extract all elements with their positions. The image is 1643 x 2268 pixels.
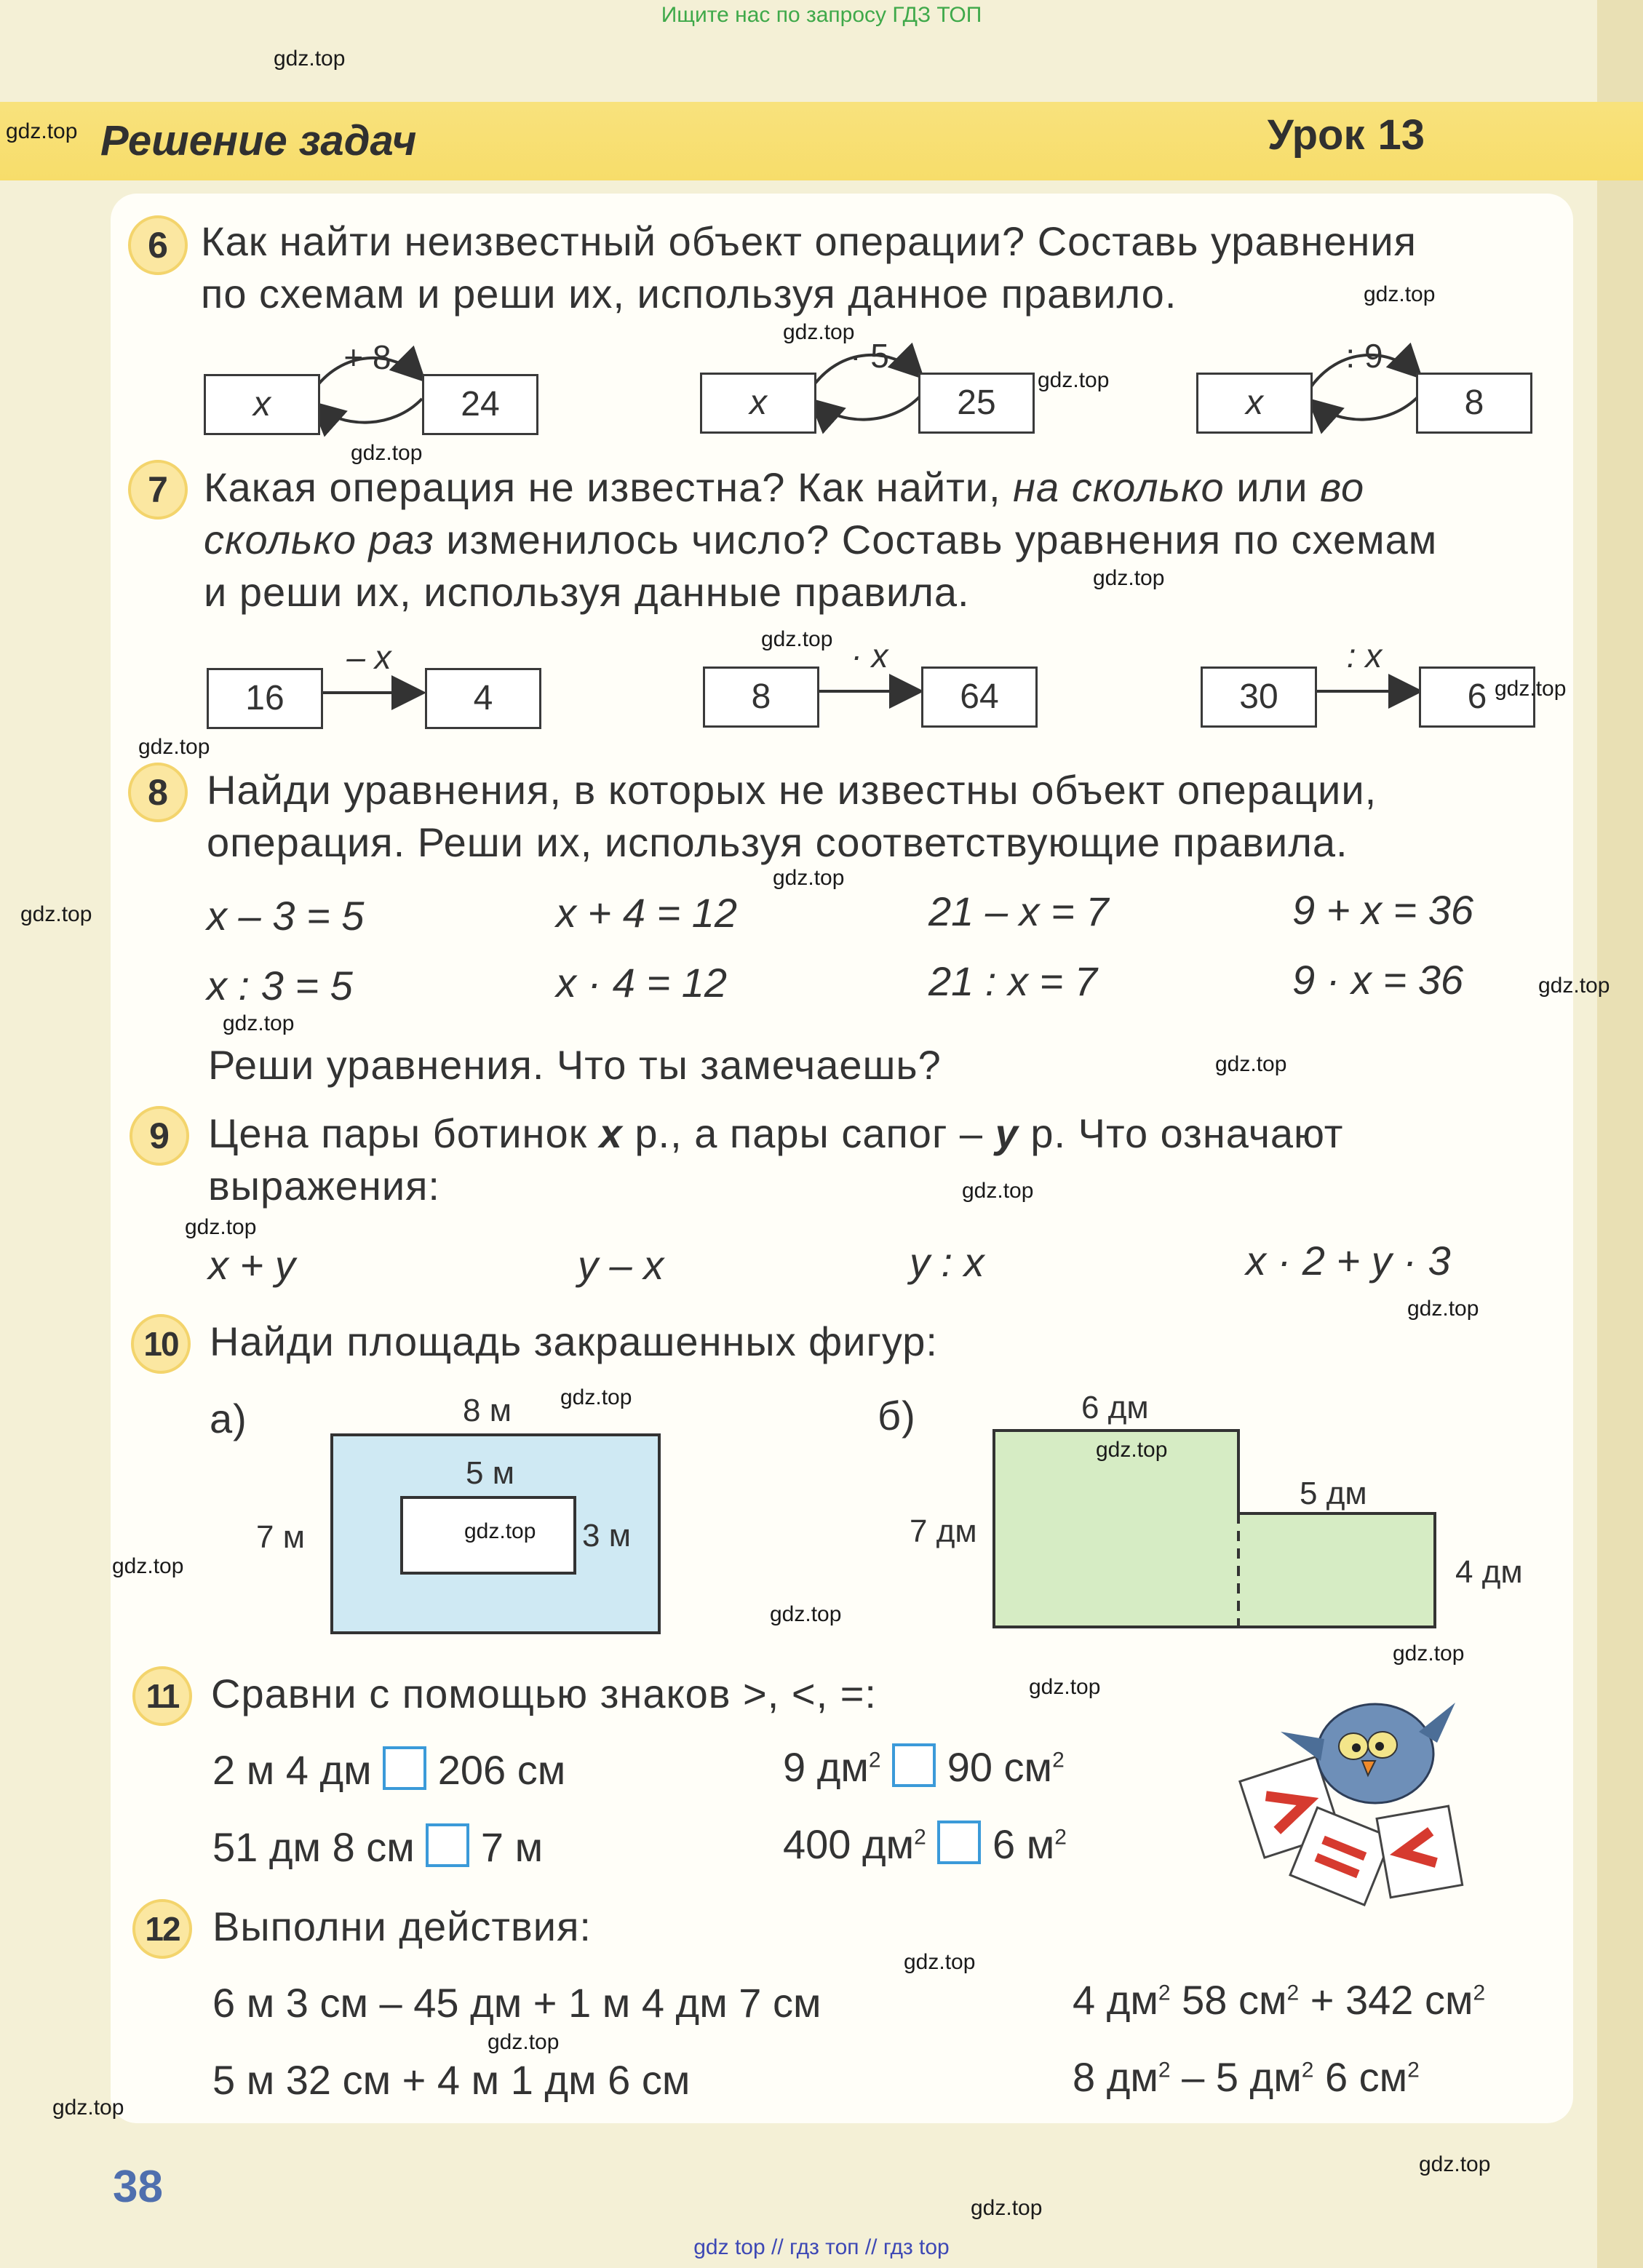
watermark: gdz.top [1093,566,1165,590]
equation: x · 4 = 12 [556,960,728,1006]
watermark: gdz.top [1407,1297,1479,1321]
dim-outer-width: 8 м [463,1393,512,1428]
bottom-banner: gdz top // гдз топ // гдз top [693,2235,950,2259]
figure-a-label: а) [210,1396,247,1441]
watermark: gdz.top [1393,1642,1465,1666]
figure-b-shape [990,1426,1455,1637]
expression: x + y [208,1242,295,1288]
page-number: 38 [113,2162,163,2212]
scheme-box-unknown: x [700,373,816,434]
top-banner: Ищите нас по запросу ГДЗ ТОП [661,3,982,27]
compare-row: 9 $дм^2$ 90 $см^2$ [783,1744,1065,1790]
equation: 21 – x = 7 [928,888,1109,934]
scheme-operation: : x [1346,637,1383,675]
scheme-box-result: 8 [1416,373,1532,434]
task-number-11: 11 [132,1666,192,1726]
task-7-text: Какая операция не известна? Как найти, на сколько или во сколько раз изменилось число? Составь уравнения по схемам и реши их, используя данные правила. [204,464,1438,615]
task-number-7: 7 [128,460,188,520]
equation: 9 + x = 36 [1292,887,1474,933]
watermark: gdz.top [773,866,845,890]
equation: 9 · x = 36 [1292,957,1464,1003]
scheme-box-result: 25 [918,373,1035,434]
watermark: gdz.top [1495,677,1567,701]
task-number-9: 9 [130,1106,189,1166]
watermark: gdz.top [6,119,78,143]
watermark: gdz.top [962,1179,1034,1203]
scheme-box-result: 24 [422,374,538,435]
scheme-box-unknown: x [204,374,320,435]
watermark: gdz.top [971,2196,1043,2220]
lesson-label: Урок 13 [1267,111,1425,159]
watermark: gdz.top [488,2030,560,2054]
dim-inner-width: 5 м [466,1455,514,1491]
expression: y : x [910,1239,984,1285]
watermark: gdz.top [560,1385,632,1409]
equation: x – 3 = 5 [207,893,365,939]
task-9-text: Цена пары ботинок x р., а пары сапог – y р. Что означают выражения: [208,1110,1344,1209]
watermark: gdz.top [1419,2152,1491,2176]
scheme-box-start: 30 [1201,667,1317,728]
task-8-footer: Реши уравнения. Что ты замечаешь? [208,1042,942,1088]
watermark: gdz.top [770,1602,842,1626]
watermark: gdz.top [1029,1675,1101,1699]
compare-row: 51 дм 8 см 7 м [212,1824,544,1870]
task-number-8: 8 [128,763,188,822]
scheme-box-end: 64 [921,667,1038,728]
dim-step-height: 4 дм [1455,1554,1523,1590]
scheme-operation: · 5 [850,337,889,375]
compare-box[interactable] [383,1746,426,1790]
watermark: gdz.top [1038,368,1110,392]
watermark: gdz.top [1538,974,1610,998]
task-number-6: 6 [128,215,188,275]
task-11-text: Сравни с помощью знаков >, <, =: [211,1671,877,1716]
scheme-box-unknown: x [1196,373,1313,434]
watermark: gdz.top [185,1215,257,1239]
scheme-operation: · x [851,637,888,675]
lesson-number: 13 [1377,111,1425,159]
equation: x + 4 = 12 [556,890,738,936]
task-number-12: 12 [132,1899,192,1959]
calc-expression: 4 $дм^2$ 58 $см^2 + 342$ $см^2$ [1073,1977,1486,2023]
scheme-box-start: 8 [703,667,819,728]
compare-box[interactable] [892,1743,936,1787]
dim-step-width: 5 дм [1300,1476,1367,1511]
arrow-back [813,396,920,420]
watermark: gdz.top [274,47,346,71]
task-8-text: Найди уравнения, в которых не известны объект операции, операция. Реши их, используя соответствующие правила. [207,767,1377,865]
expression: x · 2 + y · 3 [1246,1238,1451,1284]
scheme-box-start: 16 [207,668,323,729]
bird-illustration [1237,1688,1484,1906]
task-12-text: Выполни действия: [212,1903,592,1949]
watermark: gdz.top [351,441,423,465]
watermark: gdz.top [1215,1052,1287,1076]
watermark: gdz.top [904,1950,976,1974]
arrow-back [314,399,422,423]
watermark: gdz.top [464,1519,536,1543]
watermark: gdz.top [112,1554,184,1578]
watermark: gdz.top [52,2096,124,2120]
calc-expression: 8 $дм^2 - 5$ $дм^2$ 6 $см^2$ [1073,2054,1420,2100]
sign-card-less [1377,1806,1463,1898]
watermark: gdz.top [783,320,855,344]
task-10-text: Найди площадь закрашенных фигур: [210,1318,938,1364]
dim-inner-height: 3 м [582,1518,631,1553]
page-title: Решение задач [100,117,417,164]
dim-left-height: 7 дм [910,1513,977,1549]
dim-outer-height: 7 м [256,1519,305,1555]
compare-row: 400 $дм^2$ 6 $м^2$ [783,1821,1067,1867]
dim-top-width: 6 дм [1081,1390,1149,1425]
watermark: gdz.top [1096,1438,1168,1462]
page-edge [1597,0,1643,2268]
compare-row: 2 м 4 дм 206 см [212,1747,566,1793]
figure-b-label: б) [878,1393,916,1439]
compare-box[interactable] [937,1821,981,1864]
watermark: gdz.top [138,735,210,759]
equation: 21 : x = 7 [928,958,1097,1004]
calc-expression: 5 м 32 см + 4 м 1 дм 6 см [212,2057,691,2103]
task-number-10: 10 [131,1314,191,1374]
watermark: gdz.top [1364,282,1436,306]
watermark: gdz.top [20,902,92,926]
arrow-back [1311,396,1419,420]
equation: x : 3 = 5 [207,963,353,1008]
compare-box[interactable] [426,1823,469,1867]
scheme-box-end: 6 [1419,667,1535,728]
scheme-operation: + 8 [343,338,391,376]
scheme-operation: – x [346,638,391,676]
expression: y – x [578,1242,664,1288]
scheme-box-end: 4 [425,668,541,729]
scheme-operation: : 9 [1345,337,1383,375]
calc-expression: 6 м 3 см – 45 дм + 1 м 4 дм 7 см [212,1980,822,2026]
watermark: gdz.top [761,627,833,651]
task-6-text: Как найти неизвестный объект операции? Составь уравнения по схемам и реши их, используя данное правило. [201,218,1417,317]
watermark: gdz.top [223,1011,295,1035]
